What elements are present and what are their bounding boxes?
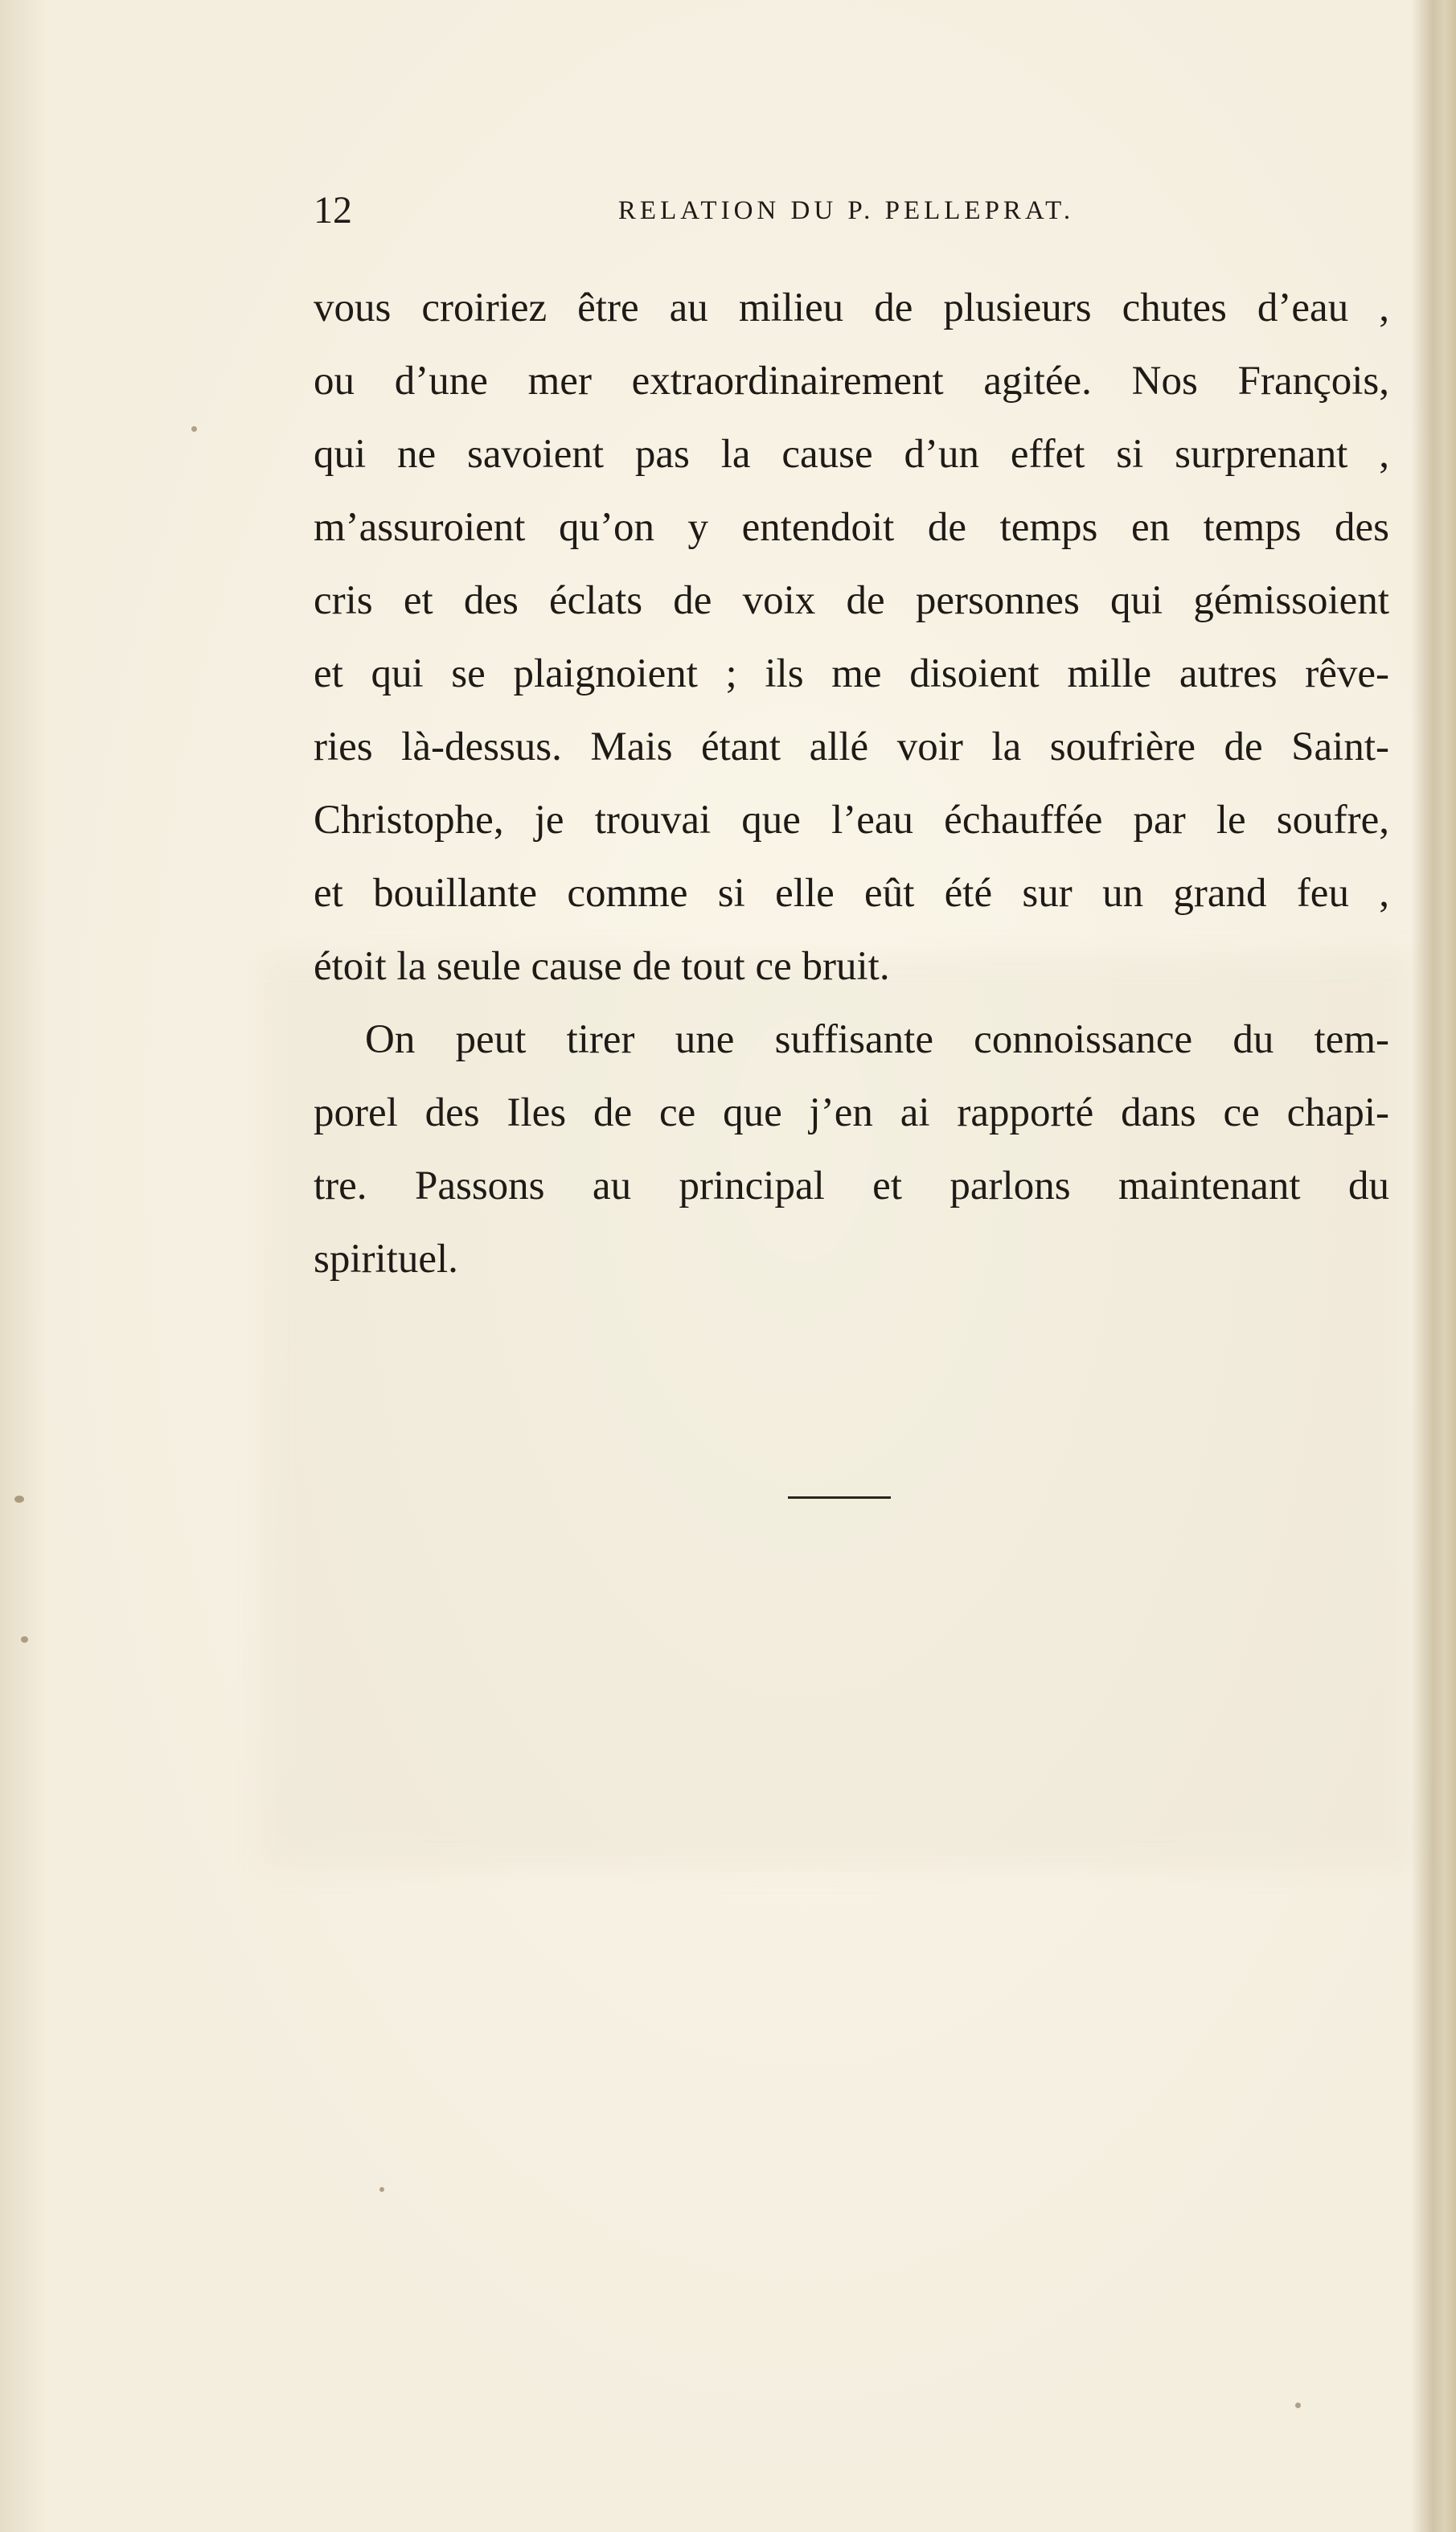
page-number: 12 <box>314 189 352 232</box>
text-line: ries là-dessus. Mais étant allé voir la soufrière de Saint- <box>314 724 1389 769</box>
page-header <box>314 190 1379 232</box>
paper-speck <box>379 2187 384 2192</box>
text-line: Christophe, je trouvai que l’eau échauffée par le soufre, <box>314 798 1389 843</box>
text-line: et bouillante comme si elle eût été sur un grand feu , <box>314 871 1389 916</box>
text-line: On peut tirer une suffisante connoissance du tem- <box>365 1017 1389 1062</box>
text-line: porel des Iles de ce que j’en ai rapporté dans ce chapi- <box>314 1090 1389 1135</box>
text-line: qui ne savoient pas la cause d’un effet si surprenant , <box>314 432 1389 477</box>
section-divider <box>788 1496 891 1499</box>
text-line: et qui se plaignoient ; ils me disoient mille autres rêve- <box>314 651 1389 696</box>
paper-speck <box>191 426 197 432</box>
paper-speck <box>21 1636 28 1643</box>
text-line: ou d’une mer extraordinairement agitée. Nos François, <box>314 359 1389 404</box>
text-line: étoit la seule cause de tout ce bruit. <box>314 944 890 989</box>
text-line: cris et des éclats de voix de personnes qui gémissoient <box>314 578 1389 623</box>
paper-speck <box>14 1496 24 1503</box>
text-line: m’assuroient qu’on y entendoit de temps en temps des <box>314 505 1389 550</box>
running-head: RELATION DU P. PELLEPRAT. <box>617 196 1075 225</box>
text-line: vous croiriez être au milieu de plusieurs chutes d’eau , <box>314 285 1389 330</box>
text-line: spirituel. <box>314 1237 458 1282</box>
paper-speck <box>1295 2403 1301 2408</box>
text-line: tre. Passons au principal et parlons maintenant du <box>314 1163 1389 1209</box>
body-text <box>314 272 1389 1296</box>
page-edge <box>1411 0 1456 2532</box>
